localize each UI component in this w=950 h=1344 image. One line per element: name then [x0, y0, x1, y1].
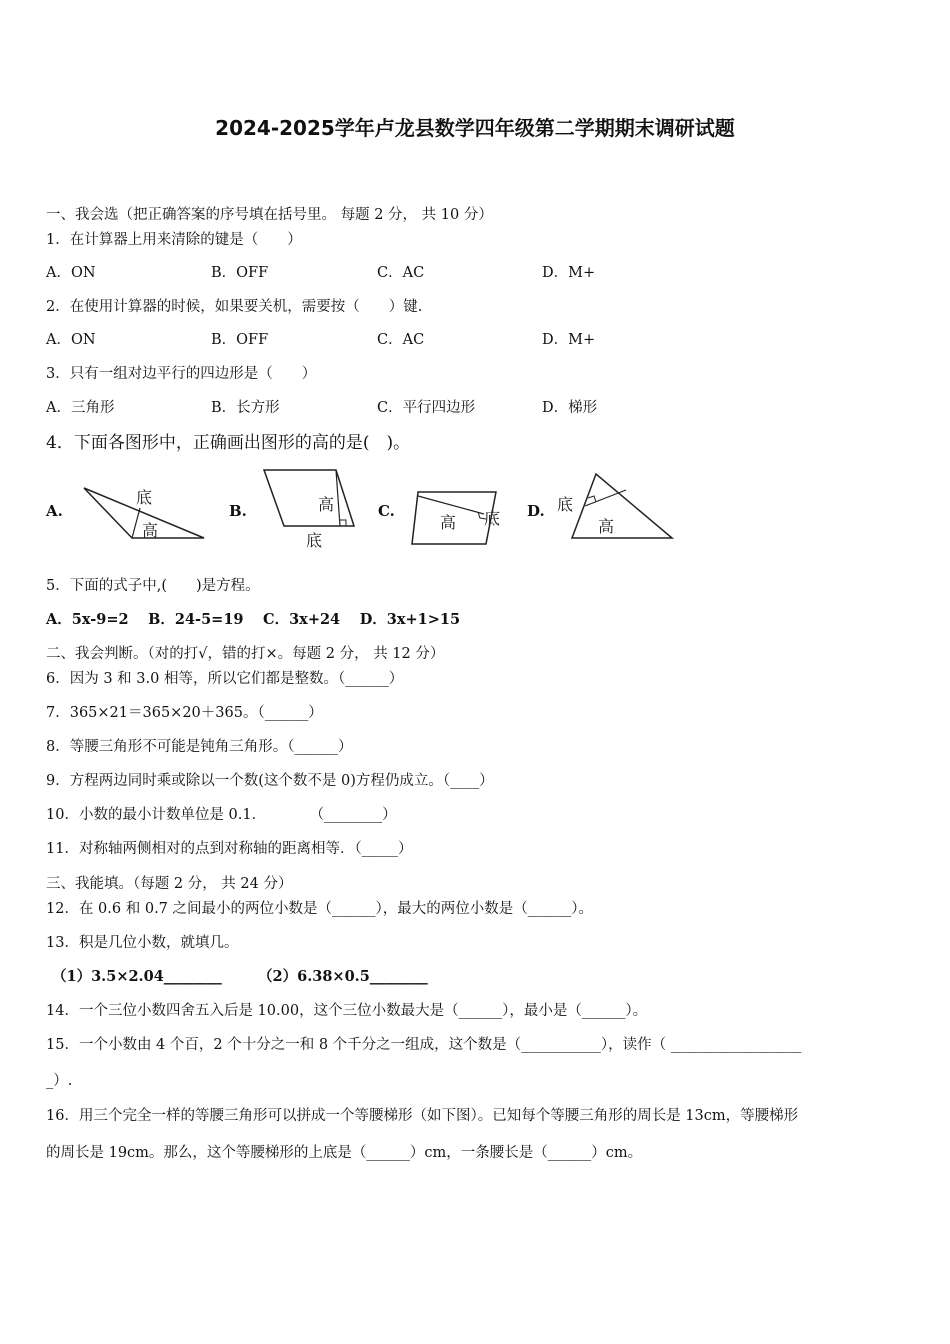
- question-13-subparts: （1）3.5×2.04________ （2）6.38×0.5________: [52, 968, 428, 985]
- figure-c-label: C.: [378, 502, 395, 520]
- option-b: B．OFF: [211, 265, 269, 281]
- section-1-heading: 一、我会选（把正确答案的序号填在括号里。 每题 2 分， 共 10 分）: [46, 207, 493, 223]
- figure-c-height-label: 高: [440, 513, 457, 532]
- question-1: 1．在计算器上用来清除的键是（ ）: [46, 232, 302, 248]
- figure-b-label: B.: [229, 502, 247, 520]
- figure-c-parallelogram: [406, 486, 506, 550]
- figure-d-triangle: [554, 468, 676, 548]
- option-b: B．OFF: [211, 332, 269, 348]
- question-11: 11．对称轴两侧相对的点到对称轴的距离相等．（_____）: [46, 841, 413, 857]
- option-a: A．ON: [46, 265, 96, 281]
- figure-c-base-label: 底: [484, 509, 501, 528]
- question-3: 3．只有一组对边平行的四边形是（ ）: [46, 366, 317, 382]
- option-d: D．M+: [542, 265, 596, 281]
- question-10: 10．小数的最小计数单位是 0.1． （________）: [46, 807, 397, 823]
- figure-d-label: D.: [527, 502, 545, 520]
- question-9: 9．方程两边同时乘或除以一个数(这个数不是 0)方程仍成立。（____）: [46, 773, 494, 789]
- question-7: 7．365×21＝365×20＋365。（______）: [46, 705, 323, 721]
- option-c: C．AC: [377, 265, 425, 281]
- question-8: 8．等腰三角形不可能是钝角三角形。（______）: [46, 739, 353, 755]
- figure-a-triangle: [76, 478, 211, 548]
- question-4: 4．下面各图形中，正确画出图形的高的是( )。: [46, 433, 411, 453]
- question-5-options: A．5x-9=2 B．24-5=19 C．3x+24 D．3x+1>15: [46, 611, 461, 628]
- question-12: 12．在 0.6 和 0.7 之间最小的两位小数是（______），最大的两位小数是（______）。: [46, 901, 594, 917]
- option-a: A．ON: [46, 332, 96, 348]
- question-15-line-1: 15．一个小数由 4 个百，2 个十分之一和 8 个千分之一组成，这个数是（___________），读作（ __________________: [46, 1037, 802, 1053]
- option-c: C．平行四边形: [377, 400, 476, 416]
- section-3-heading: 三、我能填。（每题 2 分， 共 24 分）: [46, 876, 293, 892]
- option-b: B．长方形: [211, 400, 280, 416]
- figure-b-parallelogram: [258, 466, 368, 552]
- question-5: 5．下面的式子中,( )是方程。: [46, 578, 260, 594]
- figure-b-base-label: 底: [306, 531, 323, 550]
- question-16-line-2: 的周长是 19cm。那么，这个等腰梯形的上底是（______）cm，一条腰长是（______）cm。: [46, 1145, 643, 1161]
- option-d: D．梯形: [542, 400, 598, 416]
- question-15-line-2: _）.: [46, 1073, 73, 1089]
- question-14: 14．一个三位小数四舍五入后是 10.00，这个三位小数最大是（______），最小是（______）。: [46, 1003, 648, 1019]
- figure-d-base-label: 底: [557, 495, 574, 514]
- figure-a-label: A.: [46, 502, 63, 520]
- question-16-line-1: 16．用三个完全一样的等腰三角形可以拼成一个等腰梯形（如下图）。已知每个等腰三角形的周长是 13cm，等腰梯形: [46, 1108, 799, 1124]
- question-13: 13．积是几位小数，就填几。: [46, 935, 239, 951]
- option-c: C．AC: [377, 332, 425, 348]
- option-a: A．三角形: [46, 400, 115, 416]
- figure-d-height-label: 高: [598, 517, 615, 536]
- figure-a-base-label: 底: [136, 488, 153, 507]
- option-d: D．M+: [542, 332, 596, 348]
- figure-a-height-label: 高: [142, 521, 159, 540]
- page-title: 2024-2025学年卢龙县数学四年级第二学期期末调研试题: [215, 116, 735, 140]
- question-2: 2．在使用计算器的时候，如果要关机，需要按（ ）键.: [46, 299, 423, 315]
- question-6: 6．因为 3 和 3.0 相等，所以它们都是整数。（______）: [46, 671, 404, 687]
- section-2-heading: 二、我会判断。（对的打√，错的打×。每题 2 分， 共 12 分）: [46, 646, 445, 662]
- figure-b-height-label: 高: [318, 495, 335, 514]
